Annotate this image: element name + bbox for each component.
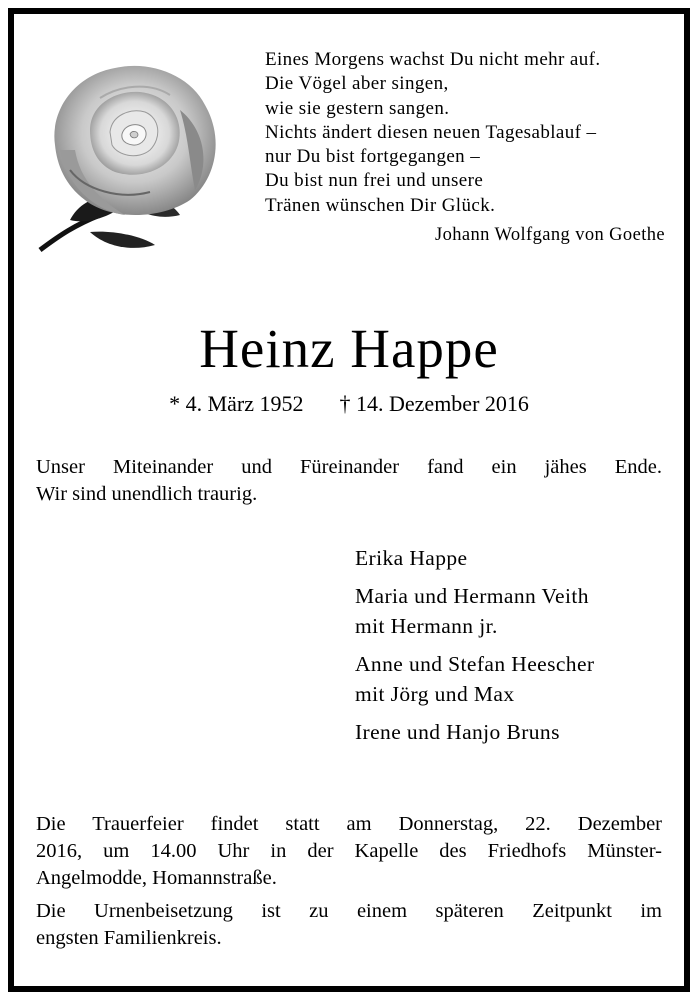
- death-date: † 14. Dezember 2016: [339, 391, 529, 416]
- mourner-line: mit Hermann jr.: [355, 614, 498, 638]
- statement-line: Unser Miteinander und Füreinander fand ein jähes Ende.: [36, 456, 662, 478]
- poem-line: Die Vögel aber singen,: [265, 73, 449, 95]
- poem-line: Du bist nun frei und unsere: [265, 170, 484, 192]
- mourner-group: [355, 581, 675, 641]
- notice-line: 2016, um 14.00 Uhr in der Kapelle des Friedhofs Münster-: [36, 840, 662, 862]
- statement-line: Wir sind unendlich traurig.: [36, 483, 258, 505]
- urn-burial-paragraph: [36, 898, 662, 952]
- poem-line: wie sie gestern sangen.: [265, 97, 450, 119]
- poem: [265, 48, 665, 247]
- statement: [36, 454, 662, 508]
- poem-line: Tränen wünschen Dir Glück.: [265, 194, 496, 216]
- notice-line: Die Urnenbeisetzung ist zu einem späteren Zeitpunkt im: [36, 900, 662, 922]
- mourner-group: [355, 649, 675, 709]
- mourner-line: Anne und Stefan Heescher: [355, 652, 595, 676]
- life-dates: [0, 390, 698, 418]
- mourner-line: Erika Happe: [355, 546, 468, 570]
- funeral-notice: [36, 811, 662, 952]
- mourner-line: Maria und Hermann Veith: [355, 584, 589, 608]
- mourner-line: Irene und Hanjo Bruns: [355, 720, 560, 744]
- deceased-name: Heinz Happe: [199, 318, 499, 379]
- funeral-service-paragraph: [36, 811, 662, 892]
- poem-line: Nichts ändert diesen neuen Tagesablauf –: [265, 121, 597, 143]
- poem-author: Johann Wolfgang von Goethe: [434, 225, 665, 246]
- mourner-group: [355, 717, 675, 747]
- rose-icon: [30, 50, 230, 260]
- mourners-list: [355, 543, 675, 755]
- notice-line: engsten Familienkreis.: [36, 927, 222, 949]
- mourner-line: mit Jörg und Max: [355, 682, 515, 706]
- poem-line: Eines Morgens wachst Du nicht mehr auf.: [265, 49, 601, 70]
- mourner-group: [355, 543, 675, 573]
- birth-date: * 4. März 1952: [169, 391, 304, 416]
- notice-line: Angelmodde, Homannstraße.: [36, 867, 277, 889]
- poem-line: nur Du bist fortgegangen –: [265, 146, 481, 168]
- notice-line: Die Trauerfeier findet statt am Donnerstag, 22. Dezember: [36, 813, 662, 835]
